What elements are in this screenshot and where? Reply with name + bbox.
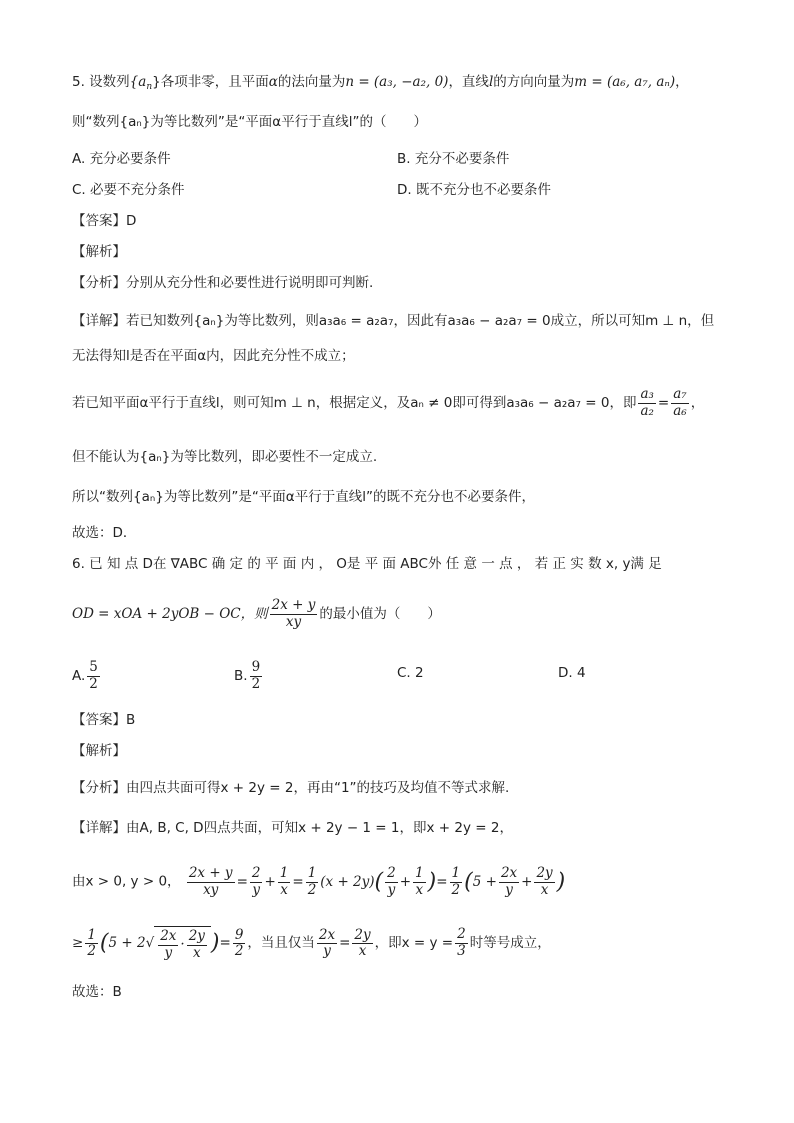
q6-option-d: D. 4 bbox=[558, 665, 586, 681]
q6-answer: 【答案】B bbox=[72, 712, 136, 728]
q5-stem-line1: 5. 设数列$\{a_n\}$各项非零，且平面α的法向量为n = (a₃, −a₂, 0)，直线l的方向向量为m = (a₆, a₇, aₙ)， bbox=[72, 74, 689, 92]
q5-fenxi: 【分析】分别从充分性和必要性进行说明即可判断. bbox=[72, 275, 374, 291]
q5-stem-line2: 则“数列{aₙ}为等比数列”是“平面α平行于直线l”的（ ） bbox=[72, 114, 427, 130]
q5-choose: 故选：D． bbox=[72, 525, 137, 541]
q5-detail-line5: 所以“数列{aₙ}为等比数列”是“平面α平行于直线l”的既不充分也不必要条件， bbox=[72, 489, 535, 505]
q5-detail-line4: 但不能认为{aₙ}为等比数列，即必要性不一定成立. bbox=[72, 449, 378, 465]
q5-option-d: D. 既不充分也不必要条件 bbox=[397, 182, 551, 198]
q6-analysis-label: 【解析】 bbox=[72, 743, 126, 759]
q6-choose: 故选：B bbox=[72, 984, 122, 1000]
q5-analysis-label: 【解析】 bbox=[72, 244, 126, 260]
q6-detail-line3: ≥ $\frac{1}{2}$ (5 + 2√ $\frac{2x}{y}$ · $\frac{2y}{x}$ )= $\frac{9}{2}$ ，当且仅当 $\frac{2x}{y}$ = $\frac{2y}{x}$ ，即x = y = $\frac{2}{3}$ 时等号成立， bbox=[72, 926, 551, 961]
q6-fenxi: 【分析】由四点共面可得x + 2y = 2，再由“1”的技巧及均值不等式求解. bbox=[72, 780, 510, 796]
q5-detail-line1: 【详解】若已知数列{aₙ}为等比数列，则a₃a₆ = a₂a₇，因此有a₃a₆ − a₂a₇ = 0成立，所以可知m ⊥ n，但 bbox=[72, 313, 715, 329]
q6-option-c: C. 2 bbox=[397, 665, 424, 681]
q5-option-a: A. 充分必要条件 bbox=[72, 151, 171, 167]
q6-option-a: A. $\frac{5}{2}$ bbox=[72, 659, 98, 692]
fraction: $\frac{\text{a₇}}{\text{a₆}}$ bbox=[673, 386, 687, 419]
q6-option-b: B. $\frac{9}{2}$ bbox=[234, 659, 261, 692]
q6-detail-line1: 【详解】由A, B, C, D四点共面，可知x + 2y − 1 = 1，即x + 2y = 2， bbox=[72, 820, 513, 836]
q5-option-b: B. 充分不必要条件 bbox=[397, 151, 510, 167]
q5-answer: 【答案】D bbox=[72, 213, 137, 229]
q6-stem-line1: 6. 已 知 点 D在 ∇ABC 确 定 的 平 面 内 ， O是 平 面 ABC外 任 意 一 点 ， 若 正 实 数 x, y满 足 bbox=[72, 556, 662, 572]
q5-detail-line3: 若已知平面α平行于直线l，则可知m ⊥ n，根据定义，及aₙ ≠ 0即可得到a₃a₆ − a₂a₇ = 0，即 $\frac{\text{a₃}}{\text{a₂}}$ = $\frac{\text{a₇}}{\text{a₆}}$ ， bbox=[72, 386, 705, 419]
fraction: $\frac{\text{a₃}}{\text{a₂}}$ bbox=[640, 386, 654, 419]
q6-detail-line2: 由x > 0, y > 0， $\frac{2x + y}{xy}$ = $\frac{2}{y}$ + $\frac{1}{x}$ = $\frac{1}{2}$ (x + 2y)( $\frac{2}{y}$ + $\frac{1}{x}$ )= $\frac{1}{2}$ (5 + $\frac{2x}{y}$ + $\frac{2y}{x}$ ) bbox=[72, 865, 566, 898]
q6-stem-line2: OD = xOA + 2yOB − OC，则 $\frac{2x + y}{xy}$ 的最小值为（ ） bbox=[72, 597, 441, 630]
q5-option-c: C. 必要不充分条件 bbox=[72, 182, 185, 198]
q5-detail-line2: 无法得知l是否在平面α内，因此充分性不成立； bbox=[72, 348, 355, 364]
fraction: $\frac{2x + y}{xy}$ bbox=[271, 597, 316, 630]
